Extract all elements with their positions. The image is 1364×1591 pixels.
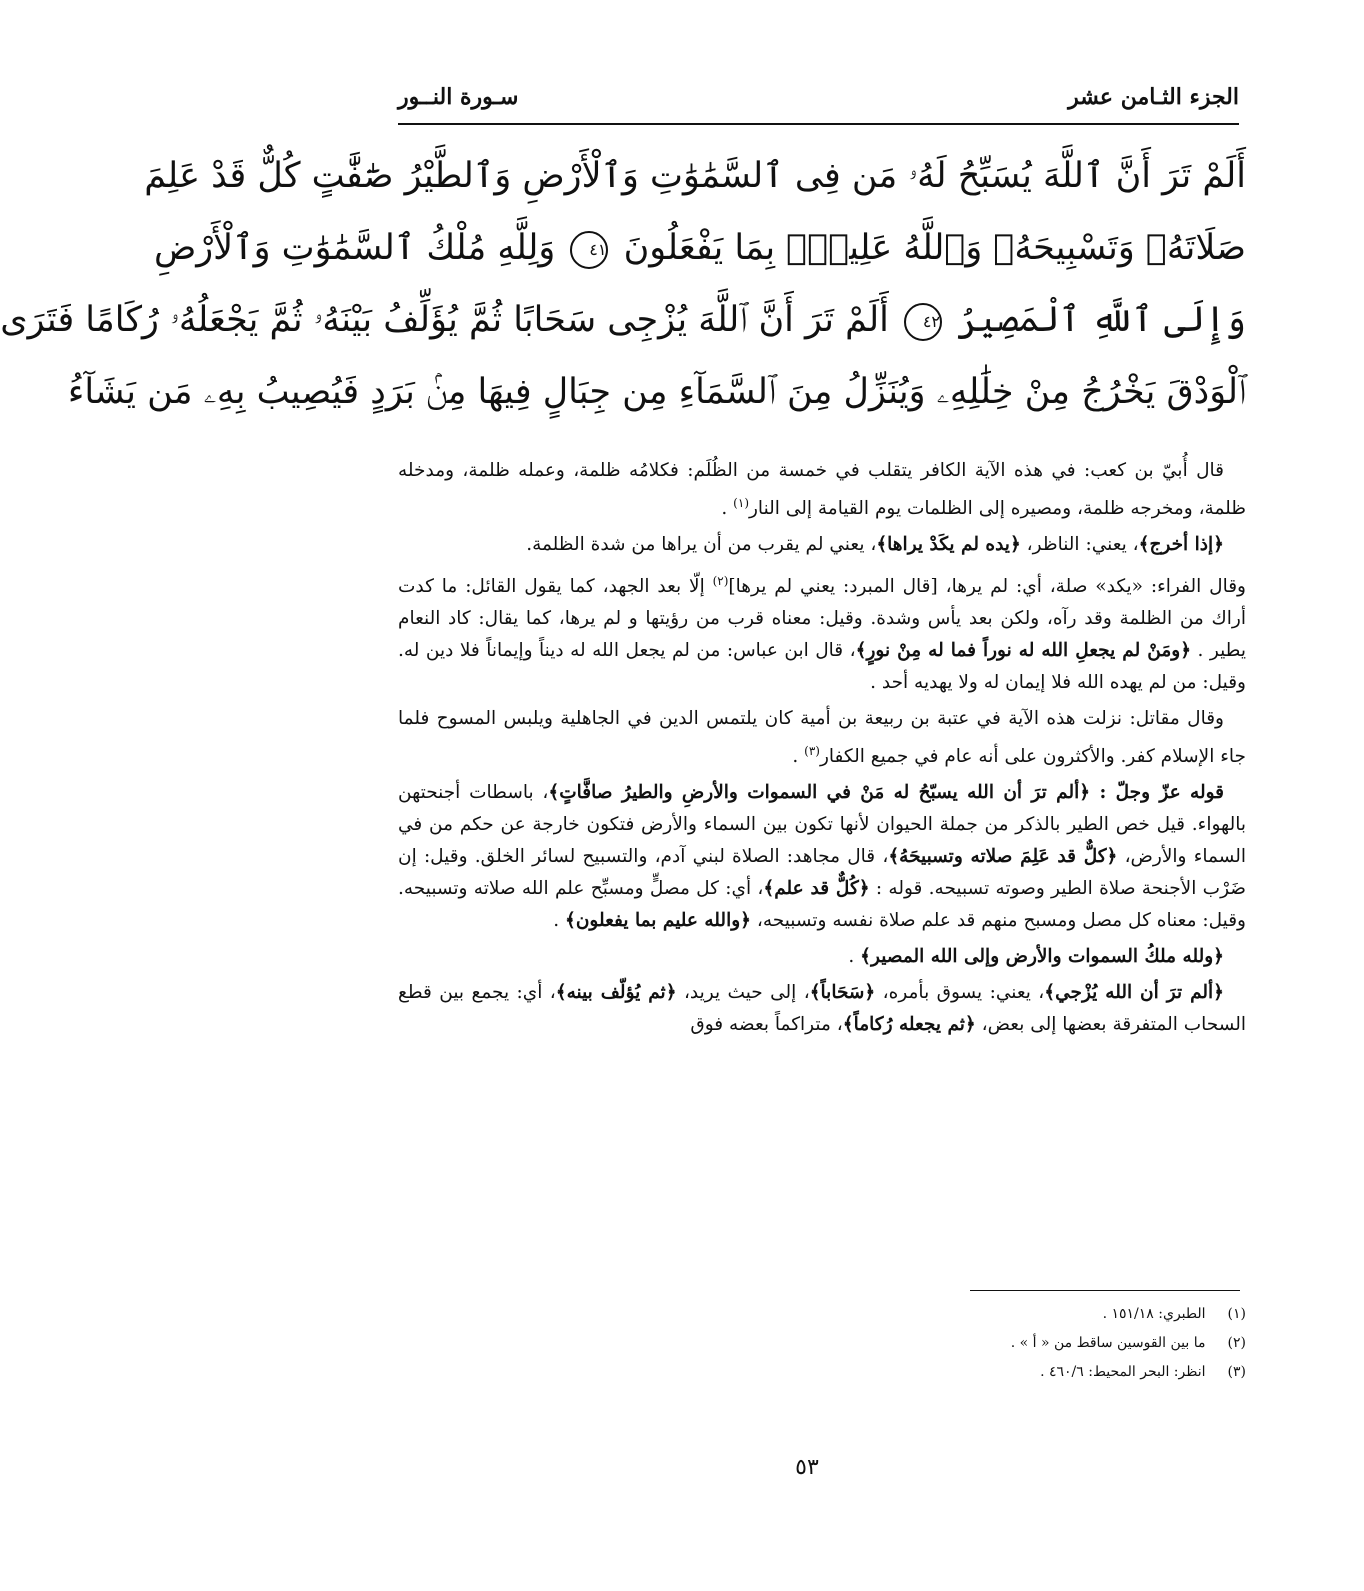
footnote-number: (١) <box>1227 1306 1246 1322</box>
verse-line-3-a: وَإِلَى ٱللَّهِ ٱلْمَصِيرُ <box>957 300 1246 340</box>
quran-quote: ﴿والله عليم بما يفعلون﴾ <box>564 910 751 932</box>
header-rule <box>398 123 1239 125</box>
verse-line-1: أَلَمْ تَرَ أَنَّ ٱللَّهَ يُسَبِّحُ لَهُۥ مَن فِى ٱلسَّمَٰوَٰتِ وَٱلْأَرْضِ وَٱلطَّيْرُ صَٰٓفَّٰتٍ كُلٌّ قَدْ عَلِمَ <box>144 156 1246 196</box>
footnote-text: ما بين القوسين ساقط من « أ » . <box>1010 1335 1206 1351</box>
quran-quote: ﴿سَحَاباً﴾ <box>809 982 876 1004</box>
footnote-number: (٣) <box>1227 1364 1246 1380</box>
verse-line-2-b: وَلِلَّهِ مُلْكُ ٱلسَّمَٰوَٰتِ وَٱلْأَرْضِ <box>153 228 556 268</box>
quran-quote: ﴿إذا أخرج﴾ <box>1138 534 1224 556</box>
page-header <box>398 70 1239 110</box>
quran-quote: ﴿يده لم يكَدْ يراها﴾ <box>876 534 1021 556</box>
paragraph: وقال مقاتل: نزلت هذه الآية في عتبة بن ربيعة بن أمية كان يلتمس الدين في الجاهلية ويلبس المسوح فلما جاء الإسلام كفر. والأكثرون على أنه عام في جميع الكفار$^{(٣)}$ . <box>398 708 1246 768</box>
verse-line-3-b: أَلَمْ تَرَ أَنَّ ٱللَّهَ يُزْجِى سَحَابًا ثُمَّ يُؤَلِّفُ بَيْنَهُۥ ثُمَّ يَجْعَلُهُۥ رُكَامًا فَتَرَى <box>0 300 889 340</box>
footnote-item <box>546 1329 1246 1358</box>
page-number: ٥٣ <box>795 1455 819 1480</box>
quran-quote: ﴿ثم يُؤلّف بينه﴾ <box>555 982 677 1004</box>
footnote-text: انظر: البحر المحيط: ٤٦٠/٦ . <box>1040 1364 1206 1380</box>
paragraph: ﴿ولله ملكُ السموات والأرض وإلى الله المصير﴾ . <box>848 946 1224 968</box>
paragraph: ﴿إذا أخرج﴾، يعني: الناظر، ﴿يده لم يكَدْ يراها﴾، يعني لم يقرب من أن يراها من شدة الظلمة. <box>526 534 1224 556</box>
verse-line-2 <box>153 212 1246 284</box>
quran-quote: ﴿كلٌّ قد عَلِمَ صلاته وتسبيحَهُ﴾ <box>888 846 1118 868</box>
quran-verses <box>0 140 1246 428</box>
surah-title: سـورة النــور <box>398 84 519 110</box>
footnotes <box>546 1300 1246 1387</box>
verse-line-3 <box>0 284 1246 356</box>
footnote-ref: (٣) <box>804 744 820 759</box>
paragraph: وقال الفراء: «يكد» صلة، أي: لم يرها، [قال المبرد: يعني لم يرها]$^{(٢)}$ إلّا بعد الجهد، كما يقول القائل: ما كدت أراك من الظلمة وقد رآه، ولكن بعد يأس وشدة. وقيل: معناه قرب من رؤيتها و لم يرها، كما يقال: كاد النعام يطير . ﴿ومَنْ لم يجعلِ الله له نوراً فما له مِنْ نورٍ﴾، قال ابن عباس: من لم يجعل الله له ديناً وإيماناً فلا دين له. وقيل: من لم يهده الله فلا إيمان له ولا يهديه أحد . <box>398 574 1246 694</box>
paragraph: قوله عزّ وجلّ : ﴿ألم ترَ أن الله يسبّحُ له مَنْ في السموات والأرضِ والطيرُ صافَّاتٍ﴾، باسطات أجنحتهن بالهواء. قيل خص الطير بالذكر من جملة الحيوان لأنها تكون بين السماء والأرض فتكون خارجة عن حكم من في السماء والأرض، ﴿كلٌّ قد عَلِمَ صلاته وتسبيحَهُ﴾، قال مجاهد: الصلاة لبني آدم، والتسبيح لسائر الخلق. وقيل: إن ضَرْب الأجنحة صلاة الطير وصوته تسبيحه. قوله : ﴿كُلٌّ قد علم﴾، أي: كل مصلٍّ ومسبِّح علم الله صلاته وتسبيحه. وقيل: معناه كل مصل ومسبح منهم قد علم صلاة نفسه وتسبيحه، ﴿والله عليم بما يفعلون﴾ . <box>398 782 1247 932</box>
paragraph: ﴿ألم ترَ أن الله يُزْجي﴾، يعني: يسوق بأمره، ﴿سَحَاباً﴾، إلى حيث يريد، ﴿ثم يُؤلّف بينه﴾، أي: يجمع بين قطع السحاب المتفرقة بعضها إلى بعض، ﴿ثم يجعله رُكاماً﴾، متراكماً بعضه فوق <box>398 982 1246 1036</box>
footnote-rule <box>970 1290 1240 1291</box>
footnote-text: الطبري: ١٥١/١٨ . <box>1102 1306 1206 1322</box>
verse-line-4: ٱلْوَدْقَ يَخْرُجُ مِنْ خِلَٰلِهِۦ وَيُنَزِّلُ مِنَ ٱلسَّمَآءِ مِن جِبَالٍ فِيهَا مِنۢ بَرَدٍ فَيُصِيبُ بِهِۦ مَن يَشَآءُ <box>67 372 1246 412</box>
footnote-ref: (١) <box>733 496 749 510</box>
quran-quote: ﴿ولله ملكُ السموات والأرض وإلى الله المصير﴾ <box>860 946 1224 968</box>
commentary-text <box>398 455 1246 1045</box>
footnote-ref: (٢) <box>712 574 729 589</box>
quran-quote: ﴿ثم يجعله رُكاماً﴾ <box>842 1014 976 1036</box>
footnote-item <box>546 1358 1246 1387</box>
juz-title: الجزء الثـامن عشر <box>1068 84 1239 110</box>
footnote-number: (٢) <box>1227 1335 1246 1351</box>
quran-quote: ﴿ألم ترَ أن الله يُزْجي﴾ <box>1044 982 1224 1004</box>
verse-line-2-a: صَلَاتَهُۥ وَتَسْبِيحَهُۥ وَٱللَّهُ عَلِيمٌۢ بِمَا يَفْعَلُونَ <box>623 228 1246 268</box>
ayah-number-marker: ٤٢ <box>904 303 942 341</box>
quran-quote: ﴿ألم ترَ أن الله يسبّحُ له مَنْ في السموات والأرضِ والطيرُ صافَّاتٍ﴾ <box>548 782 1091 804</box>
quran-quote: ﴿ومَنْ لم يجعلِ الله له نوراً فما له مِنْ نورٍ﴾ <box>855 640 1192 662</box>
verse-lead: قوله عزّ وجلّ : <box>1090 782 1224 804</box>
paragraph: قال أُبيّ بن كعب: في هذه الآية الكافر يتقلب في خمسة من الظُلَم: فكلامُه ظلمة، وعمله ظلمة، ومدخله ظلمة، ومخرجه ظلمة، ومصيره إلى الظلمات يوم القيامة إلى النار$^{(١)}$ . <box>398 460 1246 520</box>
quran-quote: ﴿كُلٌّ قد علم﴾ <box>763 878 870 900</box>
footnote-item <box>546 1300 1246 1329</box>
ayah-number-marker: ٤١ <box>570 231 608 269</box>
